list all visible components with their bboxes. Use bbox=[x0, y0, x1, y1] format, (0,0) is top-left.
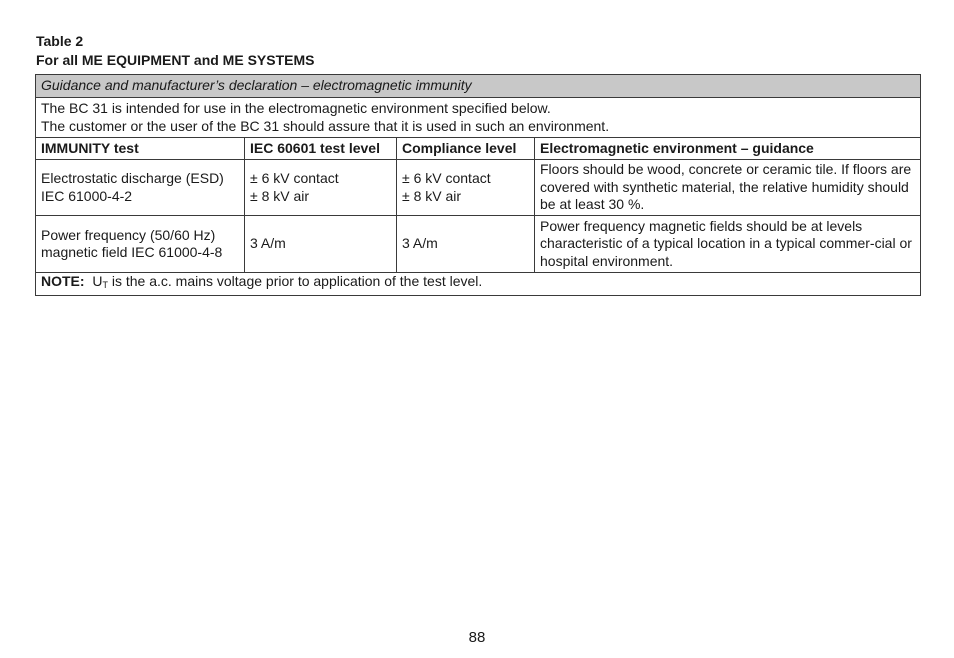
intro-line: The BC 31 is intended for use in the electromagnetic environment specified below. bbox=[41, 100, 551, 116]
header-guidance: Electromagnetic environment – guidance bbox=[535, 138, 921, 160]
note-label: NOTE: bbox=[41, 273, 85, 290]
table-label: Table 2 bbox=[36, 33, 84, 49]
table-row bbox=[36, 160, 921, 216]
compliance-value: ± 6 kV contact bbox=[402, 170, 491, 186]
intro-row bbox=[36, 98, 921, 138]
immunity-table bbox=[35, 74, 921, 296]
table-title-row bbox=[36, 75, 921, 98]
header-compliance-level: Compliance level bbox=[397, 138, 535, 160]
page-number: 88 bbox=[468, 629, 486, 646]
test-level-value: 3 A/m bbox=[250, 235, 286, 252]
test-standard: magnetic field IEC 61000-4-8 bbox=[41, 244, 223, 260]
header-immunity-test: IMMUNITY test bbox=[36, 138, 245, 160]
cell-guidance bbox=[535, 216, 921, 273]
cell-immunity-test bbox=[36, 160, 245, 216]
table-title: Guidance and manufacturer’s declaration – electromagnetic immunity bbox=[36, 75, 921, 98]
guidance-text: Floors should be wood, concrete or ceramic tile. If floors are covered with synthetic material, the relative humidity should be at least 30 %. bbox=[540, 161, 912, 213]
cell-immunity-test bbox=[36, 216, 245, 273]
compliance-value: ± 8 kV air bbox=[402, 187, 462, 204]
note-row bbox=[36, 273, 921, 296]
guidance-text: Power frequency magnetic fields should be at levels characteristic of a typical location in a typical commer-cial or hospital environment. bbox=[540, 217, 912, 269]
test-level-value: ± 6 kV contact bbox=[250, 170, 339, 186]
cell-test-level bbox=[245, 216, 397, 273]
note-symbol-subscript: T bbox=[102, 280, 108, 291]
intro-line: The customer or the user of the BC 31 should assure that it is used in such an environment. bbox=[41, 117, 610, 134]
header-row bbox=[36, 138, 921, 160]
cell-test-level bbox=[245, 160, 397, 216]
compliance-value: 3 A/m bbox=[402, 235, 438, 252]
test-level-value: ± 8 kV air bbox=[250, 187, 310, 204]
cell-guidance bbox=[535, 160, 921, 216]
header-test-level: IEC 60601 test level bbox=[245, 138, 397, 160]
table-row bbox=[36, 216, 921, 273]
table-subtitle: For all ME EQUIPMENT and ME SYSTEMS bbox=[36, 52, 315, 68]
test-standard: IEC 61000-4-2 bbox=[41, 187, 133, 204]
note-symbol: U bbox=[92, 273, 103, 290]
test-name: Power frequency (50/60 Hz) bbox=[41, 226, 216, 243]
cell-compliance-level bbox=[397, 160, 535, 216]
intro-cell bbox=[36, 98, 921, 138]
test-name: Electrostatic discharge (ESD) bbox=[41, 170, 224, 186]
cell-compliance-level bbox=[397, 216, 535, 273]
note-cell bbox=[36, 273, 921, 296]
note-text: is the a.c. mains voltage prior to application of the test level. bbox=[111, 273, 483, 290]
